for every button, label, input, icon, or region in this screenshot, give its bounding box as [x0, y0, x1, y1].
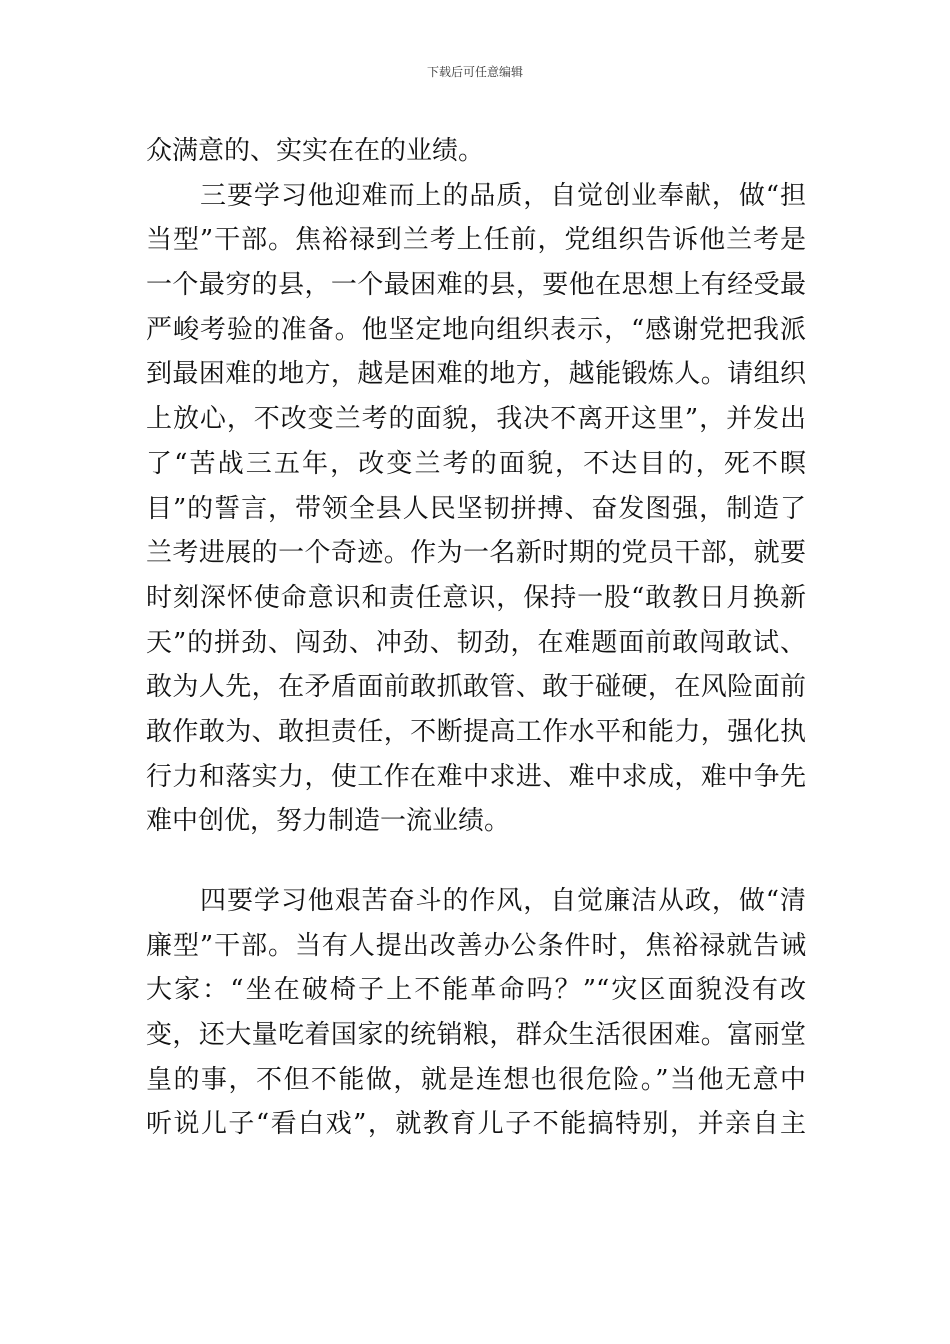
text-line: 四要学习他艰苦奋斗的作风，自觉廉洁从政，做“清: [200, 886, 806, 916]
text-line: 时刻深怀使命意识和责任意识，保持一股“敢教日月换新: [146, 582, 806, 613]
text-line: 到最困难的地方，越是困难的地方，越能锻炼人。请组织: [146, 359, 806, 390]
text-line: 目”的誓言，带领全县人民坚韧拼搏、奋发图强，制造了: [146, 493, 806, 524]
paragraph-spacer: [146, 844, 806, 879]
text-line: 三要学习他迎难而上的品质，自觉创业奉献，做“担: [200, 180, 806, 211]
text-line: 大家：“坐在破椅子上不能革命吗？”“灾区面貌没有改: [146, 975, 806, 1006]
page-header: 下载后可任意编辑: [426, 65, 523, 79]
document-body: [146, 129, 806, 1147]
text-line: 兰考进展的一个奇迹。作为一名新时期的党员干部，就要: [146, 538, 806, 569]
text-line: 听说儿子“看白戏”，就教育儿子不能搞特别，并亲自主: [146, 1109, 806, 1140]
text-line: 天”的拼劲、闯劲、冲劲、韧劲，在难题面前敢闯敢试、: [146, 627, 806, 658]
text-line: 敢作敢为、敢担责任，不断提高工作水平和能力，强化执: [146, 716, 806, 747]
text-line: 敢为人先，在矛盾面前敢抓敢管、敢于碰硬，在风险面前: [146, 672, 806, 703]
text-line: 严峻考验的准备。他坚定地向组织表示，“感谢党把我派: [146, 314, 806, 345]
text-line: 一个最穷的县，一个最困难的县，要他在思想上有经受最: [146, 270, 806, 301]
text-line: 皇的事，不但不能做，就是连想也很危险。”当他无意中: [146, 1064, 806, 1095]
text-line: 难中创优，努力制造一流业绩。: [146, 806, 511, 837]
text-line: 廉型”干部。当有人提出改善办公条件时，焦裕禄就告诫: [146, 930, 806, 961]
paragraph-3: [146, 879, 806, 1147]
text-line: 众满意的、实实在在的业绩。: [146, 136, 485, 166]
text-line: 变，还大量吃着国家的统销粮，群众生活很困难。富丽堂: [146, 1020, 806, 1051]
paragraph-1: [146, 129, 806, 174]
text-line: 了“苦战三五年，改变兰考的面貌，不达目的，死不瞑: [146, 448, 806, 479]
paragraph-2: [146, 174, 806, 844]
text-line: 当型”干部。焦裕禄到兰考上任前，党组织告诉他兰考是: [146, 225, 806, 256]
text-line: 上放心，不改变兰考的面貌，我决不离开这里”，并发出: [146, 404, 806, 435]
text-line: 行力和落实力，使工作在难中求进、难中求成，难中争先: [146, 761, 806, 792]
